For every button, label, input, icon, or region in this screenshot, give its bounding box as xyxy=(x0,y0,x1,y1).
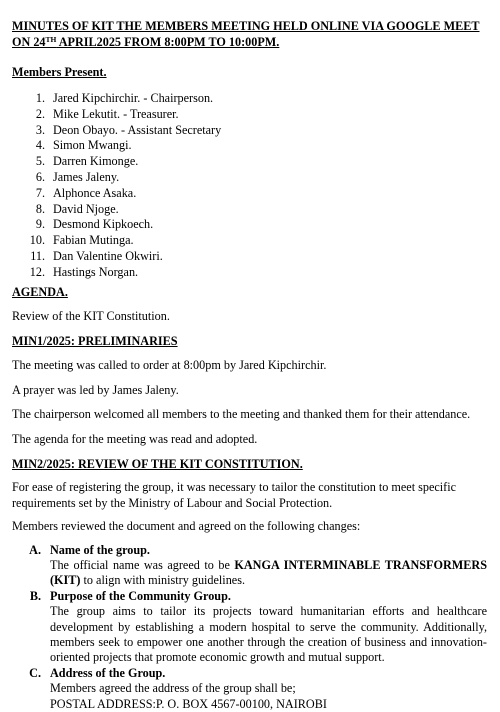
list-item xyxy=(12,186,500,202)
change-text-part: to align with ministry guidelines. xyxy=(80,573,245,588)
list-item xyxy=(12,233,500,249)
title-date-rest: APRIL2025 FROM 8:00PM TO 10:00PM. xyxy=(56,34,280,49)
list-item xyxy=(12,154,500,170)
member-name: Desmond Kipkoech. xyxy=(53,217,154,232)
list-item xyxy=(12,202,500,218)
min1-paragraph: The meeting was called to order at 8:00pm by Jared Kipchirchir. xyxy=(12,358,327,373)
change-text: Members agreed the address of the group shall be; xyxy=(50,681,296,696)
list-item xyxy=(12,265,500,281)
change-title: Purpose of the Community Group. xyxy=(50,588,231,603)
change-text: The group aims to tailor its projects toward humanitarian efforts and healthcare development by establishing a modern hospital to serve the community. Additionally, members seek to empower one another through the creation of business and innovation-oriented projects that promote economic growth and mutual support. xyxy=(50,604,487,665)
title-date-suffix: TH xyxy=(45,34,57,44)
list-letter: C. xyxy=(29,665,41,680)
min2-members-text: Members reviewed the document and agreed on the following changes: xyxy=(12,519,361,534)
list-item xyxy=(12,123,500,139)
member-name: Hastings Norgan. xyxy=(53,264,139,279)
list-number: 11. xyxy=(30,248,45,263)
change-text xyxy=(50,558,487,589)
min2-intro: For ease of registering the group, it was necessary to tailor the constitution to meet specific requirements set by the Ministry of Labour and Social Protection. xyxy=(12,480,457,510)
list-item xyxy=(12,138,500,154)
change-title: Address of the Group. xyxy=(50,665,166,680)
member-name: Deon Obayo. - Assistant Secretary xyxy=(53,122,222,137)
member-name: Mike Lekutit. - Treasurer. xyxy=(53,106,179,121)
list-number: 2. xyxy=(35,106,45,121)
list-number: 7. xyxy=(35,185,45,200)
member-name: Simon Mwangi. xyxy=(53,138,132,153)
list-item xyxy=(12,107,500,123)
list-item xyxy=(12,170,500,186)
list-item xyxy=(12,217,500,233)
list-number: 9. xyxy=(35,217,45,232)
list-number: 12. xyxy=(29,264,45,279)
list-number: 6. xyxy=(35,169,45,184)
changes-list xyxy=(12,543,500,712)
member-name: Jared Kipchirchir. - Chairperson. xyxy=(53,91,214,105)
title-line-2 xyxy=(12,35,500,51)
document-title xyxy=(12,19,500,50)
agenda-text: Review of the KIT Constitution. xyxy=(12,308,170,323)
list-item xyxy=(12,249,500,265)
title-date-prefix: ON 24 xyxy=(12,34,46,49)
change-item-name xyxy=(12,543,500,589)
list-number: 1. xyxy=(35,91,45,105)
change-item-address xyxy=(12,666,500,712)
list-number: 3. xyxy=(35,122,45,137)
change-title: Name of the group. xyxy=(50,542,150,557)
min1-paragraph: The agenda for the meeting was read and adopted. xyxy=(12,431,258,446)
list-letter: A. xyxy=(29,542,41,557)
min1-paragraph: A prayer was led by James Jaleny. xyxy=(12,382,179,397)
min1-paragraph: The chairperson welcomed all members to the meeting and thanked them for their attendance. xyxy=(12,407,471,422)
list-letter: B. xyxy=(29,588,41,603)
title-line-1: MINUTES OF KIT THE MEMBERS MEETING HELD ONLINE VIA GOOGLE MEET xyxy=(12,19,480,33)
list-number: 8. xyxy=(35,201,45,216)
list-item xyxy=(12,91,500,107)
members-heading: Members Present. xyxy=(12,65,107,79)
member-name: James Jaleny. xyxy=(53,169,120,184)
list-number: 4. xyxy=(35,138,45,153)
postal-address: POSTAL ADDRESS:P. O. BOX 4567-00100, NAIROBI xyxy=(50,696,327,711)
min1-heading: MIN1/2025: PRELIMINARIES xyxy=(12,334,178,349)
change-item-purpose xyxy=(12,589,500,666)
member-name: Darren Kimonge. xyxy=(53,154,139,169)
members-list xyxy=(12,91,500,281)
agenda-heading: AGENDA. xyxy=(12,284,68,299)
list-number: 10. xyxy=(29,233,45,248)
change-text-part: The official name was agreed to be xyxy=(50,557,235,572)
list-number: 5. xyxy=(35,154,45,169)
group-official-name: KANGA INTERMINABLE TRANSFORMERS (KIT) xyxy=(50,557,487,588)
member-name: Alphonce Asaka. xyxy=(53,185,137,200)
member-name: Dan Valentine Okwiri. xyxy=(53,248,163,263)
min2-heading: MIN2/2025: REVIEW OF THE KIT CONSTITUTION. xyxy=(12,457,303,472)
member-name: David Njoge. xyxy=(53,201,119,216)
member-name: Fabian Mutinga. xyxy=(53,233,134,248)
